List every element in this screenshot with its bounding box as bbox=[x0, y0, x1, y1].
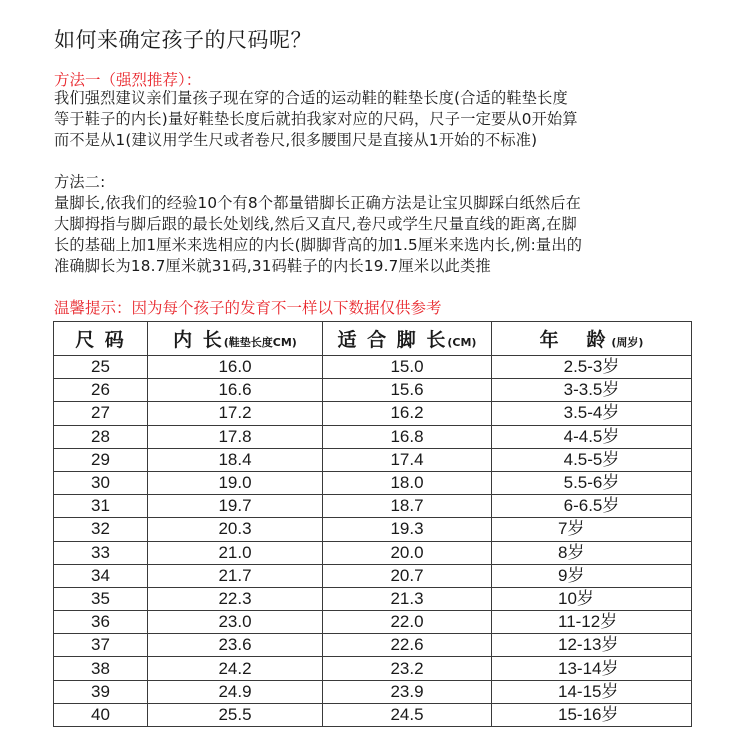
cell-inner-length: 17.2 bbox=[148, 402, 323, 425]
cell-inner-length: 22.3 bbox=[148, 587, 323, 610]
cell-size: 25 bbox=[54, 356, 148, 379]
cell-foot-length: 19.3 bbox=[323, 518, 492, 541]
table-row bbox=[54, 680, 692, 703]
cell-size: 30 bbox=[54, 471, 148, 494]
header-label: 内 长 bbox=[173, 329, 224, 351]
table-row bbox=[54, 703, 692, 726]
cell-inner-length: 19.0 bbox=[148, 471, 323, 494]
method-two-line: 准确脚长为18.7厘米就31码,31码鞋子的内长19.7厘米以此类推 bbox=[54, 257, 491, 275]
method-one-heading: 方法一（强烈推荐）： bbox=[54, 71, 202, 89]
cell-age: 4.5-5岁 bbox=[492, 448, 692, 471]
cell-age: 13-14岁 bbox=[492, 657, 692, 680]
method-one-line: 我们强烈建议亲们量孩子现在穿的合适的运动鞋的鞋垫长度(合适的鞋垫长度 bbox=[54, 89, 568, 107]
header-label: 年 龄 bbox=[539, 329, 608, 351]
header-unit: (周岁) bbox=[607, 336, 644, 349]
page-title: 如何来确定孩子的尺码呢？ bbox=[54, 28, 312, 52]
table-header-row bbox=[54, 322, 692, 356]
method-two-line: 量脚长,依我们的经验10个有8个都量错脚长正确方法是让宝贝脚踩白纸然后在 bbox=[54, 194, 582, 212]
cell-size: 33 bbox=[54, 541, 148, 564]
cell-size: 27 bbox=[54, 402, 148, 425]
cell-foot-length: 15.6 bbox=[323, 379, 492, 402]
method-one-line: 等于鞋子的内长)量好鞋垫长度后就拍我家对应的尺码，尺子一定要从0开始算 bbox=[54, 110, 578, 128]
table-row bbox=[54, 495, 692, 518]
cell-size: 40 bbox=[54, 703, 148, 726]
cell-age: 12-13岁 bbox=[492, 634, 692, 657]
table-row bbox=[54, 518, 692, 541]
method-two-line: 大脚拇指与脚后跟的最长处划线,然后又直尺,卷尺或学生尺量直线的距离,在脚 bbox=[54, 215, 577, 233]
method-two-line: 长的基础上加1厘米来选相应的内长(脚脚背高的加1.5厘米来选内长,例:量出的 bbox=[54, 236, 583, 254]
method-one-text bbox=[54, 88, 714, 151]
cell-inner-length: 20.3 bbox=[148, 518, 323, 541]
cell-foot-length: 22.0 bbox=[323, 611, 492, 634]
cell-inner-length: 21.7 bbox=[148, 564, 323, 587]
cell-age: 14-15岁 bbox=[492, 680, 692, 703]
cell-inner-length: 23.6 bbox=[148, 634, 323, 657]
cell-foot-length: 20.0 bbox=[323, 541, 492, 564]
cell-foot-length: 15.0 bbox=[323, 356, 492, 379]
cell-inner-length: 21.0 bbox=[148, 541, 323, 564]
cell-inner-length: 16.6 bbox=[148, 379, 323, 402]
cell-foot-length: 23.2 bbox=[323, 657, 492, 680]
table-row bbox=[54, 448, 692, 471]
table-row bbox=[54, 402, 692, 425]
cell-age: 3.5-4岁 bbox=[492, 402, 692, 425]
cell-age: 5.5-6岁 bbox=[492, 471, 692, 494]
method-two-block bbox=[54, 172, 714, 277]
cell-size: 28 bbox=[54, 425, 148, 448]
cell-foot-length: 18.7 bbox=[323, 495, 492, 518]
cell-size: 39 bbox=[54, 680, 148, 703]
header-age bbox=[492, 322, 692, 356]
cell-size: 37 bbox=[54, 634, 148, 657]
cell-age: 10岁 bbox=[492, 587, 692, 610]
cell-inner-length: 24.2 bbox=[148, 657, 323, 680]
table-row bbox=[54, 541, 692, 564]
cell-foot-length: 20.7 bbox=[323, 564, 492, 587]
cell-inner-length: 19.7 bbox=[148, 495, 323, 518]
method-two-heading: 方法二: bbox=[54, 173, 106, 191]
cell-foot-length: 24.5 bbox=[323, 703, 492, 726]
header-unit: (鞋垫长度CM) bbox=[223, 336, 297, 349]
size-chart-table bbox=[53, 321, 692, 727]
cell-inner-length: 24.9 bbox=[148, 680, 323, 703]
cell-size: 35 bbox=[54, 587, 148, 610]
cell-foot-length: 16.2 bbox=[323, 402, 492, 425]
cell-size: 38 bbox=[54, 657, 148, 680]
table-row bbox=[54, 657, 692, 680]
table-row bbox=[54, 611, 692, 634]
cell-foot-length: 16.8 bbox=[323, 425, 492, 448]
header-label: 适 合 脚 长 bbox=[337, 329, 448, 351]
cell-inner-length: 25.5 bbox=[148, 703, 323, 726]
header-size bbox=[54, 322, 148, 356]
cell-foot-length: 17.4 bbox=[323, 448, 492, 471]
cell-size: 26 bbox=[54, 379, 148, 402]
cell-size: 32 bbox=[54, 518, 148, 541]
cell-foot-length: 23.9 bbox=[323, 680, 492, 703]
cell-foot-length: 18.0 bbox=[323, 471, 492, 494]
header-unit: (CM) bbox=[447, 336, 477, 349]
cell-age: 9岁 bbox=[492, 564, 692, 587]
method-one-line: 而不是从1(建议用学生尺或者卷尺,很多腰围尺是直接从1开始的不标准) bbox=[54, 131, 538, 149]
cell-size: 34 bbox=[54, 564, 148, 587]
table-row bbox=[54, 587, 692, 610]
cell-size: 29 bbox=[54, 448, 148, 471]
table-row bbox=[54, 356, 692, 379]
cell-age: 7岁 bbox=[492, 518, 692, 541]
table-row bbox=[54, 634, 692, 657]
cell-foot-length: 22.6 bbox=[323, 634, 492, 657]
cell-age: 3-3.5岁 bbox=[492, 379, 692, 402]
cell-foot-length: 21.3 bbox=[323, 587, 492, 610]
cell-age: 2.5-3岁 bbox=[492, 356, 692, 379]
table-row bbox=[54, 564, 692, 587]
cell-inner-length: 16.0 bbox=[148, 356, 323, 379]
table-row bbox=[54, 425, 692, 448]
table-row bbox=[54, 471, 692, 494]
cell-age: 4-4.5岁 bbox=[492, 425, 692, 448]
table-row bbox=[54, 379, 692, 402]
header-foot-length bbox=[323, 322, 492, 356]
cell-size: 36 bbox=[54, 611, 148, 634]
cell-age: 15-16岁 bbox=[492, 703, 692, 726]
cell-age: 8岁 bbox=[492, 541, 692, 564]
cell-age: 11-12岁 bbox=[492, 611, 692, 634]
tip-note: 温馨提示：因为每个孩子的发育不一样以下数据仅供参考 bbox=[54, 299, 442, 317]
cell-size: 31 bbox=[54, 495, 148, 518]
header-inner-length bbox=[148, 322, 323, 356]
cell-inner-length: 23.0 bbox=[148, 611, 323, 634]
cell-age: 6-6.5岁 bbox=[492, 495, 692, 518]
cell-inner-length: 18.4 bbox=[148, 448, 323, 471]
cell-inner-length: 17.8 bbox=[148, 425, 323, 448]
header-label: 尺 码 bbox=[75, 329, 126, 351]
